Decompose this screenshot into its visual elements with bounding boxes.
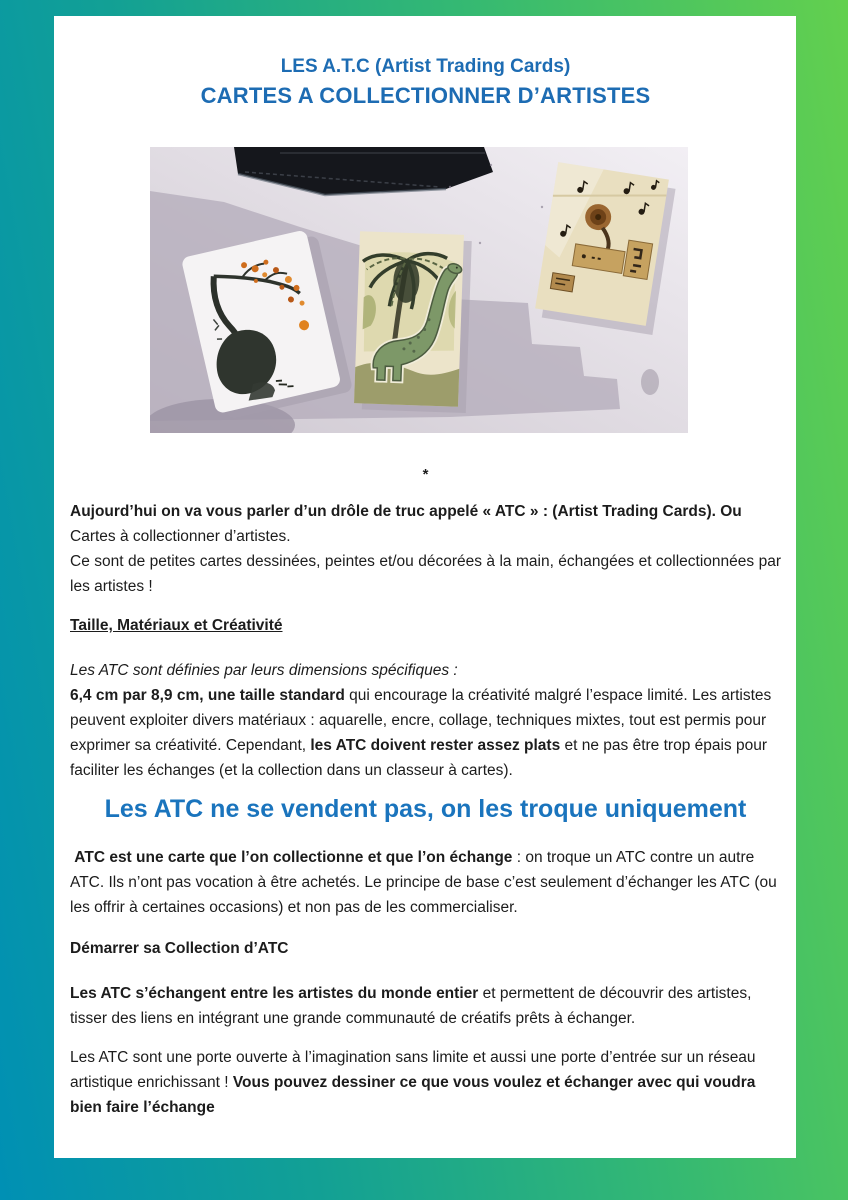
- dinosaur-card: [354, 231, 472, 413]
- gramophone-card: [534, 162, 677, 335]
- page-title: [70, 54, 781, 111]
- document-page: [54, 16, 796, 1158]
- closing-paragraph: Les ATC sont une porte ouverte à l’imagination sans limite et aussi une porte d’entrée sur un réseau artistique enrichissant ! Vous pouvez dessiner ce que vous voulez et échanger avec qui voudra bien faire l’échange: [70, 1049, 756, 1116]
- heading-troque-uniquement: Les ATC ne se vendent pas, on les troque uniquement: [104, 795, 747, 823]
- exchange-paragraph: ATC est une carte que l’on collectionne et que l’on échange : on troque un ATC contre un autre ATC. Ils n’ont pas vocation à être achetés. Le principe de base c’est seulement d’échanger les ATC (ou les offrir à certaines occasions) et non pas de les commercialiser.: [70, 849, 777, 916]
- heading-demarrer-collection: Démarrer sa Collection d’ATC: [70, 940, 289, 957]
- heading-taille-materiaux: Taille, Matériaux et Créativité: [70, 617, 283, 634]
- page-title-line2: CARTES A COLLECTIONNER D’ARTISTES: [200, 83, 651, 108]
- description-paragraph: Ce sont de petites cartes dessinées, peintes et/ou décorées à la main, échangées et collectionnées par les artistes !: [70, 553, 781, 595]
- separator-asterisk: *: [422, 466, 429, 483]
- intro-paragraph: Aujourd’hui on va vous parler d’un drôle de truc appelé « ATC » : (Artist Trading Cards). Ou Cartes à collectionner d’artistes.: [70, 503, 742, 545]
- dimensions-intro-line: Les ATC sont définies par leurs dimensions spécifiques :: [70, 662, 458, 679]
- atc-photo: [150, 147, 688, 433]
- page-title-line1: LES A.T.C (Artist Trading Cards): [280, 56, 571, 77]
- dimensions-paragraph: 6,4 cm par 8,9 cm, une taille standard qui encourage la créativité malgré l’espace limité. Les artistes peuvent exploiter divers matériaux : aquarelle, encre, collage, techniques mixtes, tout est permis pour exprimer sa créativité. Cependant, les ATC doivent rester assez plats et ne pas être trop épais pour faciliter les échanges (et la collection dans un classeur à cartes).: [70, 687, 772, 779]
- community-paragraph: Les ATC s’échangent entre les artistes du monde entier et permettent de découvrir des artistes, tisser des liens en intégrant une grande communauté de créatifs prêts à échanger.: [70, 985, 752, 1027]
- blur-smudge: [641, 369, 659, 395]
